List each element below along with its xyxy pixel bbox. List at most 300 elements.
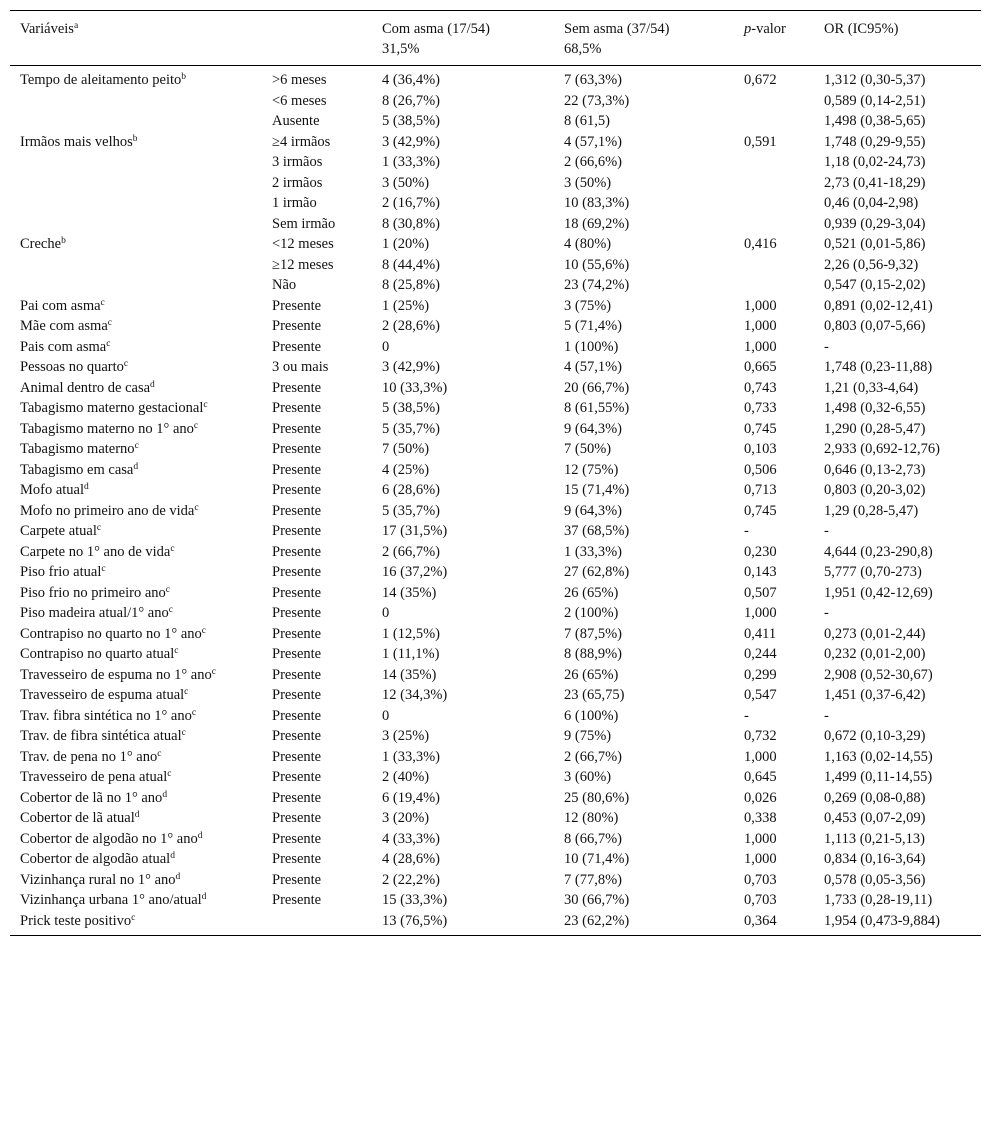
cell-with-asthma	[372, 173, 554, 194]
table-row	[10, 357, 981, 378]
cell-odds-ratio	[814, 378, 981, 399]
cell-odds-ratio-text: 1,290 (0,28-5,47)	[824, 420, 926, 437]
footnote-marker: c	[174, 646, 179, 656]
cell-variable-text: Contrapiso no quarto atual	[20, 646, 175, 662]
cell-without-asthma-text: 4 (57,1%)	[564, 359, 622, 375]
table-row	[10, 808, 981, 829]
cell-category-text: Presente	[272, 461, 322, 478]
cell-category	[262, 275, 372, 296]
cell-p-value	[734, 685, 814, 706]
cell-variable-text: Tabagismo materno gestacional	[20, 400, 204, 416]
cell-category	[262, 214, 372, 235]
cell-with-asthma	[372, 378, 554, 399]
cell-without-asthma	[554, 911, 734, 936]
table-row	[10, 706, 981, 727]
cell-with-asthma-text: 8 (44,4%)	[382, 256, 440, 273]
cell-variable	[10, 911, 262, 936]
cell-category	[262, 337, 372, 358]
cell-category	[262, 849, 372, 870]
cell-odds-ratio	[814, 501, 981, 522]
footnote-marker: c	[106, 338, 111, 349]
cell-p-value-text: 0,026	[744, 789, 777, 806]
cell-with-asthma-text: 2 (28,6%)	[382, 318, 440, 334]
cell-variable	[10, 562, 262, 583]
cell-p-value-text: 0,143	[744, 564, 777, 580]
cell-category	[262, 152, 372, 173]
cell-without-asthma	[554, 788, 734, 809]
cell-category-text: ≥12 meses	[272, 256, 334, 273]
cell-odds-ratio	[814, 521, 981, 542]
cell-category	[262, 501, 372, 522]
cell-with-asthma	[372, 152, 554, 173]
cell-variable-text: Carpete atual	[20, 523, 97, 539]
cell-with-asthma	[372, 706, 554, 727]
footnote-marker: b	[61, 236, 66, 246]
cell-variable-text: Pessoas no quarto	[20, 359, 124, 375]
cell-with-asthma	[372, 296, 554, 317]
header-p-rest: -valor	[751, 21, 786, 37]
cell-without-asthma	[554, 480, 734, 501]
cell-variable-text: Tabagismo em casa	[20, 461, 134, 478]
cell-variable-text: Piso frio no primeiro ano	[20, 584, 166, 601]
cell-variable-text: Piso madeira atual/1° ano	[20, 605, 169, 621]
cell-variable	[10, 480, 262, 501]
cell-odds-ratio	[814, 665, 981, 686]
cell-category	[262, 808, 372, 829]
cell-odds-ratio	[814, 234, 981, 255]
cell-odds-ratio	[814, 583, 981, 604]
header-or-label: OR (IC95%)	[824, 21, 899, 37]
cell-p-value	[734, 439, 814, 460]
cell-p-value-text: 0,364	[744, 912, 777, 929]
cell-p-value-text: 0,745	[744, 420, 777, 437]
cell-with-asthma-text: 0	[382, 605, 390, 621]
cell-without-asthma-text: 30 (66,7%)	[564, 892, 630, 908]
cell-odds-ratio-text: 1,451 (0,37-6,42)	[824, 687, 926, 703]
footnote-marker: d	[201, 892, 207, 902]
cell-odds-ratio-text: 0,232 (0,01-2,00)	[824, 646, 926, 662]
footnote-marker: d	[197, 830, 203, 841]
cell-p-value-text: 1,000	[744, 851, 777, 867]
header-without-asthma-pct: 68,5%	[564, 41, 602, 57]
cell-category-text: Presente	[272, 523, 322, 539]
cell-category	[262, 624, 372, 645]
cell-category	[262, 378, 372, 399]
cell-category-text: >6 meses	[272, 72, 327, 88]
cell-odds-ratio-text: 1,312 (0,30-5,37)	[824, 72, 926, 88]
cell-odds-ratio	[814, 542, 981, 563]
footnote-marker: d	[84, 482, 89, 492]
cell-with-asthma	[372, 583, 554, 604]
cell-with-asthma-text: 13 (76,5%)	[382, 912, 448, 929]
cell-odds-ratio	[814, 911, 981, 936]
cell-category	[262, 542, 372, 563]
cell-odds-ratio-text: -	[824, 523, 829, 539]
cell-without-asthma	[554, 378, 734, 399]
cell-category	[262, 296, 372, 317]
cell-p-value-text: 0,299	[744, 666, 777, 683]
cell-odds-ratio	[814, 214, 981, 235]
cell-with-asthma	[372, 747, 554, 768]
cell-without-asthma	[554, 234, 734, 255]
cell-variable	[10, 870, 262, 891]
cell-p-value	[734, 829, 814, 850]
cell-odds-ratio	[814, 439, 981, 460]
cell-without-asthma-text: 20 (66,7%)	[564, 379, 630, 396]
table-row	[10, 829, 981, 850]
cell-with-asthma	[372, 829, 554, 850]
cell-category-text: Presente	[272, 338, 322, 355]
cell-odds-ratio	[814, 419, 981, 440]
cell-variable	[10, 357, 262, 378]
cell-p-value-text: 0,743	[744, 379, 777, 396]
cell-odds-ratio	[814, 644, 981, 665]
cell-without-asthma	[554, 316, 734, 337]
table-body	[10, 66, 981, 936]
cell-with-asthma	[372, 870, 554, 891]
cell-p-value	[734, 111, 814, 132]
cell-without-asthma	[554, 255, 734, 276]
cell-category	[262, 706, 372, 727]
cell-category	[262, 603, 372, 624]
cell-category	[262, 419, 372, 440]
cell-odds-ratio	[814, 870, 981, 891]
cell-without-asthma	[554, 870, 734, 891]
cell-variable	[10, 132, 262, 153]
header-with-asthma-pct: 31,5%	[382, 41, 420, 57]
footnote-marker: c	[184, 687, 189, 697]
cell-without-asthma-text: 8 (66,7%)	[564, 830, 622, 847]
cell-p-value-text: 0,703	[744, 871, 777, 888]
table-row	[10, 132, 981, 153]
cell-with-asthma-text: 4 (28,6%)	[382, 851, 440, 867]
cell-p-value-text: -	[744, 523, 749, 539]
cell-p-value	[734, 501, 814, 522]
cell-with-asthma-text: 17 (31,5%)	[382, 523, 448, 539]
cell-variable-text: Cobertor de lã atual	[20, 810, 135, 826]
header-without-asthma	[554, 11, 734, 66]
cell-odds-ratio-text: 0,939 (0,29-3,04)	[824, 215, 926, 232]
cell-without-asthma-text: 25 (80,6%)	[564, 789, 630, 806]
cell-category-text: ≥4 irmãos	[272, 133, 331, 150]
cell-variable	[10, 849, 262, 870]
cell-with-asthma-text: 8 (26,7%)	[382, 92, 440, 109]
cell-variable-text: Carpete no 1° ano de vida	[20, 543, 171, 560]
footnote-marker: c	[131, 912, 136, 923]
table-row	[10, 480, 981, 501]
cell-without-asthma	[554, 173, 734, 194]
cell-without-asthma	[554, 501, 734, 522]
cell-with-asthma	[372, 337, 554, 358]
cell-variable	[10, 603, 262, 624]
cell-p-value	[734, 583, 814, 604]
cell-without-asthma	[554, 562, 734, 583]
cell-without-asthma	[554, 603, 734, 624]
cell-without-asthma-text: 10 (83,3%)	[564, 195, 630, 211]
cell-odds-ratio-text: 0,803 (0,07-5,66)	[824, 318, 926, 334]
cell-p-value	[734, 665, 814, 686]
table-row	[10, 767, 981, 788]
footnote-marker: d	[175, 871, 181, 882]
cell-odds-ratio-text: 0,589 (0,14-2,51)	[824, 92, 926, 109]
cell-odds-ratio	[814, 193, 981, 214]
cell-without-asthma	[554, 747, 734, 768]
cell-with-asthma-text: 2 (40%)	[382, 769, 430, 785]
cell-without-asthma	[554, 296, 734, 317]
cell-without-asthma-text: 22 (73,3%)	[564, 92, 630, 109]
footnote-marker: c	[123, 359, 129, 369]
cell-p-value-text: 0,506	[744, 461, 777, 478]
cell-category-text: 1 irmão	[272, 195, 317, 211]
cell-odds-ratio	[814, 624, 981, 645]
cell-with-asthma-text: 3 (25%)	[382, 728, 430, 744]
cell-p-value	[734, 870, 814, 891]
cell-without-asthma	[554, 91, 734, 112]
cell-category	[262, 767, 372, 788]
cell-category	[262, 685, 372, 706]
cell-without-asthma-text: 9 (64,3%)	[564, 420, 622, 437]
cell-odds-ratio	[814, 788, 981, 809]
table-row	[10, 685, 981, 706]
cell-odds-ratio	[814, 66, 981, 91]
cell-with-asthma	[372, 644, 554, 665]
cell-with-asthma-text: 12 (34,3%)	[382, 687, 448, 703]
cell-odds-ratio	[814, 398, 981, 419]
footnote-marker: b	[181, 72, 186, 82]
cell-odds-ratio	[814, 747, 981, 768]
header-row	[10, 11, 981, 66]
cell-odds-ratio-text: 4,644 (0,23-290,8)	[824, 543, 933, 560]
cell-odds-ratio-text: 0,803 (0,20-3,02)	[824, 482, 926, 498]
cell-variable	[10, 767, 262, 788]
cell-with-asthma	[372, 726, 554, 747]
cell-p-value-text: 0,645	[744, 769, 777, 785]
footnote-marker: d	[150, 379, 155, 390]
cell-without-asthma-text: 6 (100%)	[564, 707, 619, 724]
cell-odds-ratio-text: 0,521 (0,01-5,86)	[824, 236, 926, 252]
cell-category	[262, 890, 372, 911]
table-row	[10, 173, 981, 194]
cell-variable	[10, 398, 262, 419]
cell-category	[262, 234, 372, 255]
cell-category-text: 3 irmãos	[272, 154, 323, 170]
cell-p-value-text: 0,665	[744, 359, 777, 375]
cell-without-asthma	[554, 152, 734, 173]
cell-with-asthma-text: 5 (38,5%)	[382, 113, 440, 129]
cell-p-value-text: 0,703	[744, 892, 777, 908]
cell-category-text: Presente	[272, 420, 322, 437]
cell-variable-text: Piso frio atual	[20, 564, 102, 580]
cell-without-asthma-text: 23 (74,2%)	[564, 277, 630, 293]
cell-without-asthma-text: 23 (65,75)	[564, 687, 625, 703]
cell-category	[262, 562, 372, 583]
cell-variable-text: Cobertor de algodão atual	[20, 851, 171, 867]
cell-with-asthma-text: 15 (33,3%)	[382, 892, 448, 908]
table-row	[10, 152, 981, 173]
cell-variable	[10, 685, 262, 706]
cell-odds-ratio	[814, 316, 981, 337]
cell-variable	[10, 378, 262, 399]
cell-with-asthma	[372, 234, 554, 255]
cell-p-value-text: 0,338	[744, 810, 777, 826]
cell-category-text: Presente	[272, 502, 322, 519]
cell-odds-ratio	[814, 706, 981, 727]
header-variable-label: Variáveis	[20, 21, 74, 37]
cell-p-value-text: 1,000	[744, 338, 777, 355]
cell-odds-ratio-text: 2,933 (0,692-12,76)	[824, 441, 940, 457]
cell-category-text: Não	[272, 277, 297, 293]
cell-category	[262, 726, 372, 747]
cell-with-asthma-text: 6 (28,6%)	[382, 482, 440, 498]
cell-category-text: Presente	[272, 707, 322, 724]
cell-variable	[10, 521, 262, 542]
cell-p-value	[734, 788, 814, 809]
cell-p-value-text: 1,000	[744, 297, 777, 314]
cell-with-asthma-text: 1 (33,3%)	[382, 154, 440, 170]
cell-without-asthma	[554, 685, 734, 706]
cell-category	[262, 644, 372, 665]
cell-with-asthma	[372, 603, 554, 624]
cell-variable-text: Travesseiro de pena atual	[20, 769, 168, 785]
cell-without-asthma-text: 5 (71,4%)	[564, 318, 622, 334]
cell-variable-text: Vizinhança urbana 1° ano/atual	[20, 892, 202, 908]
cell-category-text: Presente	[272, 789, 322, 806]
cell-without-asthma	[554, 132, 734, 153]
cell-without-asthma	[554, 583, 734, 604]
cell-variable-text: Pais com asma	[20, 338, 107, 355]
table-header	[10, 11, 981, 66]
cell-without-asthma-text: 3 (50%)	[564, 174, 612, 191]
header-variable-footnote: a	[73, 21, 79, 31]
table-row	[10, 214, 981, 235]
cell-variable	[10, 337, 262, 358]
table-row	[10, 234, 981, 255]
cell-without-asthma	[554, 398, 734, 419]
cell-category-text: Ausente	[272, 113, 320, 129]
cell-with-asthma	[372, 132, 554, 153]
cell-variable	[10, 829, 262, 850]
cell-p-value	[734, 296, 814, 317]
cell-variable-text: Tabagismo materno no 1° ano	[20, 420, 194, 437]
cell-without-asthma	[554, 337, 734, 358]
cell-category	[262, 193, 372, 214]
cell-odds-ratio-text: 0,646 (0,13-2,73)	[824, 461, 926, 478]
cell-category	[262, 829, 372, 850]
cell-without-asthma-text: 8 (88,9%)	[564, 646, 622, 662]
cell-without-asthma-text: 2 (66,7%)	[564, 748, 622, 765]
cell-category-text: Presente	[272, 687, 322, 703]
cell-odds-ratio-text: 1,954 (0,473-9,884)	[824, 912, 940, 929]
footnote-marker: d	[133, 461, 139, 472]
cell-with-asthma	[372, 808, 554, 829]
cell-odds-ratio-text: 1,163 (0,02-14,55)	[824, 748, 933, 765]
cell-with-asthma-text: 2 (66,7%)	[382, 543, 440, 560]
cell-p-value	[734, 275, 814, 296]
cell-variable	[10, 808, 262, 829]
cell-odds-ratio-text: 1,498 (0,38-5,65)	[824, 113, 926, 129]
cell-odds-ratio	[814, 603, 981, 624]
table-row	[10, 111, 981, 132]
cell-with-asthma-text: 14 (35%)	[382, 584, 437, 601]
cell-category-text: 3 ou mais	[272, 359, 329, 375]
cell-without-asthma-text: 1 (100%)	[564, 338, 619, 355]
table-row	[10, 337, 981, 358]
cell-without-asthma-text: 26 (65%)	[564, 666, 619, 683]
cell-with-asthma	[372, 419, 554, 440]
cell-with-asthma	[372, 66, 554, 91]
cell-variable	[10, 747, 262, 768]
cell-without-asthma-text: 8 (61,5)	[564, 113, 610, 129]
cell-variable	[10, 214, 262, 235]
cell-with-asthma-text: 8 (25,8%)	[382, 277, 440, 293]
cell-p-value-text: 0,411	[744, 625, 777, 642]
cell-variable-text: Animal dentro de casa	[20, 379, 151, 396]
cell-without-asthma-text: 26 (65%)	[564, 584, 619, 601]
cell-odds-ratio-text: 0,578 (0,05-3,56)	[824, 871, 926, 888]
cell-variable-text: Trav. fibra sintética no 1° ano	[20, 707, 192, 724]
cell-variable	[10, 890, 262, 911]
cell-category	[262, 91, 372, 112]
cell-with-asthma	[372, 357, 554, 378]
cell-odds-ratio	[814, 337, 981, 358]
cell-without-asthma-text: 15 (71,4%)	[564, 482, 630, 498]
header-odds-ratio	[814, 11, 981, 66]
cell-with-asthma-text: 4 (25%)	[382, 461, 430, 478]
cell-odds-ratio	[814, 685, 981, 706]
footnote-marker: c	[201, 625, 207, 636]
cell-p-value	[734, 480, 814, 501]
cell-with-asthma	[372, 849, 554, 870]
footnote-marker: c	[211, 666, 216, 677]
cell-odds-ratio	[814, 562, 981, 583]
cell-p-value	[734, 255, 814, 276]
header-with-asthma-label: Com asma (17/54)	[382, 21, 490, 37]
cell-category	[262, 460, 372, 481]
cell-with-asthma	[372, 193, 554, 214]
cell-variable	[10, 296, 262, 317]
cell-p-value	[734, 562, 814, 583]
cell-p-value	[734, 521, 814, 542]
cell-p-value-text: 0,745	[744, 502, 777, 519]
cell-without-asthma-text: 4 (80%)	[564, 236, 612, 252]
cell-odds-ratio-text: 1,748 (0,23-11,88)	[824, 359, 933, 375]
cell-p-value	[734, 890, 814, 911]
cell-category-text: Presente	[272, 728, 322, 744]
cell-p-value	[734, 316, 814, 337]
cell-with-asthma-text: 5 (35,7%)	[382, 502, 440, 519]
cell-with-asthma	[372, 439, 554, 460]
cell-category	[262, 521, 372, 542]
cell-without-asthma-text: 27 (62,8%)	[564, 564, 630, 580]
cell-without-asthma	[554, 214, 734, 235]
cell-p-value-text: 0,103	[744, 441, 777, 457]
footnote-marker: c	[193, 420, 199, 431]
cell-with-asthma-text: 3 (42,9%)	[382, 133, 440, 150]
cell-category-text: Presente	[272, 851, 322, 867]
cell-category-text: Presente	[272, 646, 322, 662]
cell-category	[262, 66, 372, 91]
cell-p-value-text: 0,672	[744, 72, 777, 88]
footnote-marker: b	[132, 133, 138, 144]
footnote-marker: c	[100, 297, 105, 308]
cell-p-value	[734, 378, 814, 399]
cell-odds-ratio	[814, 173, 981, 194]
cell-p-value-text: -	[744, 707, 749, 724]
cell-without-asthma-text: 1 (33,3%)	[564, 543, 622, 560]
header-variable	[10, 11, 262, 66]
cell-without-asthma	[554, 275, 734, 296]
cell-with-asthma-text: 1 (11,1%)	[382, 646, 440, 662]
